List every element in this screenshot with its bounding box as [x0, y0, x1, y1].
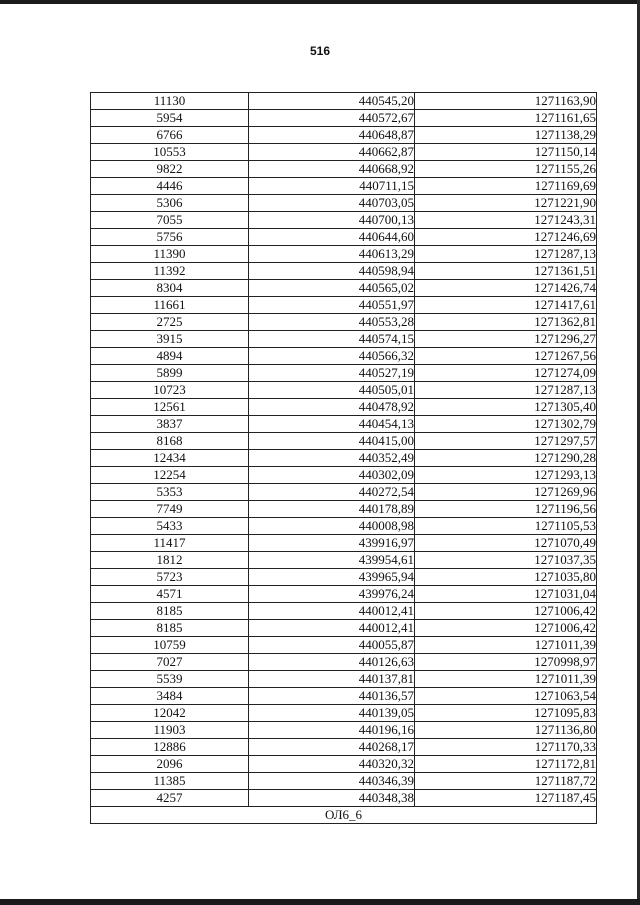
table-row: [91, 144, 597, 161]
coord-x: 440178,89: [249, 501, 415, 518]
coord-x: 440137,81: [249, 671, 415, 688]
coord-x: 440348,38: [249, 790, 415, 807]
point-number: 8304: [91, 280, 249, 297]
coord-x: 440136,57: [249, 688, 415, 705]
point-number: 10553: [91, 144, 249, 161]
table-row: [91, 450, 597, 467]
table-row: [91, 467, 597, 484]
coord-y: 1271006,42: [415, 603, 597, 620]
coord-x: 440668,92: [249, 161, 415, 178]
point-number: 12042: [91, 705, 249, 722]
point-number: 11130: [91, 93, 249, 110]
coord-y: 1271287,13: [415, 246, 597, 263]
point-number: 9822: [91, 161, 249, 178]
coord-x: 440478,92: [249, 399, 415, 416]
coord-y: 1271196,56: [415, 501, 597, 518]
table-row: [91, 280, 597, 297]
coord-x: 440012,41: [249, 603, 415, 620]
point-number: 7027: [91, 654, 249, 671]
coord-y: 1271063,54: [415, 688, 597, 705]
table-row: [91, 671, 597, 688]
point-number: 8185: [91, 620, 249, 637]
table-row: [91, 688, 597, 705]
table-row: [91, 348, 597, 365]
page-number: 516: [309, 44, 331, 58]
scan-edge-bottom: [0, 899, 640, 905]
coord-y: 1271031,04: [415, 586, 597, 603]
coord-y: 1271187,45: [415, 790, 597, 807]
table-row: [91, 569, 597, 586]
point-number: 4894: [91, 348, 249, 365]
point-number: 5353: [91, 484, 249, 501]
point-number: 5899: [91, 365, 249, 382]
coord-x: 439954,61: [249, 552, 415, 569]
coord-y: 1271150,14: [415, 144, 597, 161]
coord-x: 440553,28: [249, 314, 415, 331]
coord-x: 439976,24: [249, 586, 415, 603]
coord-y: 1271037,35: [415, 552, 597, 569]
coord-y: 1271417,61: [415, 297, 597, 314]
point-number: 12886: [91, 739, 249, 756]
point-number: 7749: [91, 501, 249, 518]
coord-x: 440272,54: [249, 484, 415, 501]
table-row: [91, 331, 597, 348]
coord-y: 1271426,74: [415, 280, 597, 297]
table-footer-row: [91, 807, 597, 824]
table-row: [91, 433, 597, 450]
coord-y: 1270998,97: [415, 654, 597, 671]
coord-y: 1271293,13: [415, 467, 597, 484]
coord-y: 1271246,69: [415, 229, 597, 246]
coord-x: 440302,09: [249, 467, 415, 484]
coord-y: 1271161,65: [415, 110, 597, 127]
point-number: 11417: [91, 535, 249, 552]
coord-x: 440700,13: [249, 212, 415, 229]
section-label: ОЛ6_6: [91, 807, 597, 824]
coord-y: 1271138,29: [415, 127, 597, 144]
coord-x: 440572,67: [249, 110, 415, 127]
coord-x: 440008,98: [249, 518, 415, 535]
coord-y: 1271187,72: [415, 773, 597, 790]
coord-y: 1271163,90: [415, 93, 597, 110]
table-row: [91, 603, 597, 620]
coord-y: 1271006,42: [415, 620, 597, 637]
table-row: [91, 790, 597, 807]
coord-x: 440545,20: [249, 93, 415, 110]
table-row: [91, 416, 597, 433]
point-number: 8168: [91, 433, 249, 450]
point-number: 6766: [91, 127, 249, 144]
coord-y: 1271170,33: [415, 739, 597, 756]
coord-x: 440320,32: [249, 756, 415, 773]
table-row: [91, 195, 597, 212]
point-number: 5539: [91, 671, 249, 688]
coord-y: 1271070,49: [415, 535, 597, 552]
coord-y: 1271297,57: [415, 433, 597, 450]
coord-x: 440012,41: [249, 620, 415, 637]
coord-y: 1271155,26: [415, 161, 597, 178]
coord-y: 1271172,81: [415, 756, 597, 773]
coord-x: 440268,17: [249, 739, 415, 756]
coord-y: 1271296,27: [415, 331, 597, 348]
point-number: 5723: [91, 569, 249, 586]
point-number: 11661: [91, 297, 249, 314]
point-number: 4257: [91, 790, 249, 807]
coordinates-table: [90, 92, 597, 824]
point-number: 12561: [91, 399, 249, 416]
table-row: [91, 246, 597, 263]
table-row: [91, 399, 597, 416]
coord-y: 1271136,80: [415, 722, 597, 739]
table-row: [91, 382, 597, 399]
point-number: 12254: [91, 467, 249, 484]
coord-x: 440648,87: [249, 127, 415, 144]
point-number: 7055: [91, 212, 249, 229]
point-number: 2096: [91, 756, 249, 773]
table-row: [91, 535, 597, 552]
point-number: 4571: [91, 586, 249, 603]
table-row: [91, 501, 597, 518]
point-number: 3915: [91, 331, 249, 348]
coord-y: 1271290,28: [415, 450, 597, 467]
coord-y: 1271269,96: [415, 484, 597, 501]
coord-x: 440574,15: [249, 331, 415, 348]
point-number: 10759: [91, 637, 249, 654]
point-number: 11392: [91, 263, 249, 280]
point-number: 11903: [91, 722, 249, 739]
point-number: 2725: [91, 314, 249, 331]
coord-x: 440454,13: [249, 416, 415, 433]
table-row: [91, 654, 597, 671]
table-row: [91, 314, 597, 331]
coord-y: 1271035,80: [415, 569, 597, 586]
coord-x: 440662,87: [249, 144, 415, 161]
coord-x: 440613,29: [249, 246, 415, 263]
table-row: [91, 484, 597, 501]
point-number: 4446: [91, 178, 249, 195]
point-number: 11390: [91, 246, 249, 263]
coord-x: 439965,94: [249, 569, 415, 586]
scan-edge-top: [0, 0, 640, 4]
coord-y: 1271243,31: [415, 212, 597, 229]
coord-x: 440527,19: [249, 365, 415, 382]
coord-y: 1271221,90: [415, 195, 597, 212]
coord-x: 440566,32: [249, 348, 415, 365]
table-row: [91, 637, 597, 654]
table-row: [91, 110, 597, 127]
coord-y: 1271105,53: [415, 518, 597, 535]
coord-x: 440598,94: [249, 263, 415, 280]
table-row: [91, 756, 597, 773]
coord-x: 440352,49: [249, 450, 415, 467]
coord-y: 1271302,79: [415, 416, 597, 433]
point-number: 1812: [91, 552, 249, 569]
coord-y: 1271287,13: [415, 382, 597, 399]
coord-x: 440196,16: [249, 722, 415, 739]
table-row: [91, 620, 597, 637]
coord-x: 440505,01: [249, 382, 415, 399]
coord-x: 440644,60: [249, 229, 415, 246]
coord-x: 440346,39: [249, 773, 415, 790]
table-row: [91, 178, 597, 195]
coord-x: 439916,97: [249, 535, 415, 552]
table-row: [91, 212, 597, 229]
coord-x: 440551,97: [249, 297, 415, 314]
table-row: [91, 229, 597, 246]
coord-y: 1271267,56: [415, 348, 597, 365]
coord-x: 440415,00: [249, 433, 415, 450]
table-row: [91, 722, 597, 739]
coord-y: 1271095,83: [415, 705, 597, 722]
table-row: [91, 552, 597, 569]
point-number: 5433: [91, 518, 249, 535]
point-number: 3837: [91, 416, 249, 433]
table-row: [91, 586, 597, 603]
table-row: [91, 263, 597, 280]
point-number: 5954: [91, 110, 249, 127]
table-row: [91, 773, 597, 790]
table-row: [91, 127, 597, 144]
coord-x: 440139,05: [249, 705, 415, 722]
point-number: 10723: [91, 382, 249, 399]
table-row: [91, 93, 597, 110]
point-number: 5756: [91, 229, 249, 246]
coord-y: 1271274,09: [415, 365, 597, 382]
coord-y: 1271169,69: [415, 178, 597, 195]
coord-y: 1271011,39: [415, 637, 597, 654]
coord-y: 1271361,51: [415, 263, 597, 280]
point-number: 5306: [91, 195, 249, 212]
point-number: 8185: [91, 603, 249, 620]
point-number: 11385: [91, 773, 249, 790]
coord-y: 1271011,39: [415, 671, 597, 688]
coord-x: 440711,15: [249, 178, 415, 195]
point-number: 3484: [91, 688, 249, 705]
table-row: [91, 161, 597, 178]
coord-x: 440565,02: [249, 280, 415, 297]
coordinates-table-body: [91, 93, 597, 807]
coord-y: 1271305,40: [415, 399, 597, 416]
coord-x: 440703,05: [249, 195, 415, 212]
point-number: 12434: [91, 450, 249, 467]
coord-y: 1271362,81: [415, 314, 597, 331]
table-row: [91, 518, 597, 535]
table-row: [91, 365, 597, 382]
table-row: [91, 739, 597, 756]
table-row: [91, 705, 597, 722]
coord-x: 440126,63: [249, 654, 415, 671]
coord-x: 440055,87: [249, 637, 415, 654]
table-row: [91, 297, 597, 314]
